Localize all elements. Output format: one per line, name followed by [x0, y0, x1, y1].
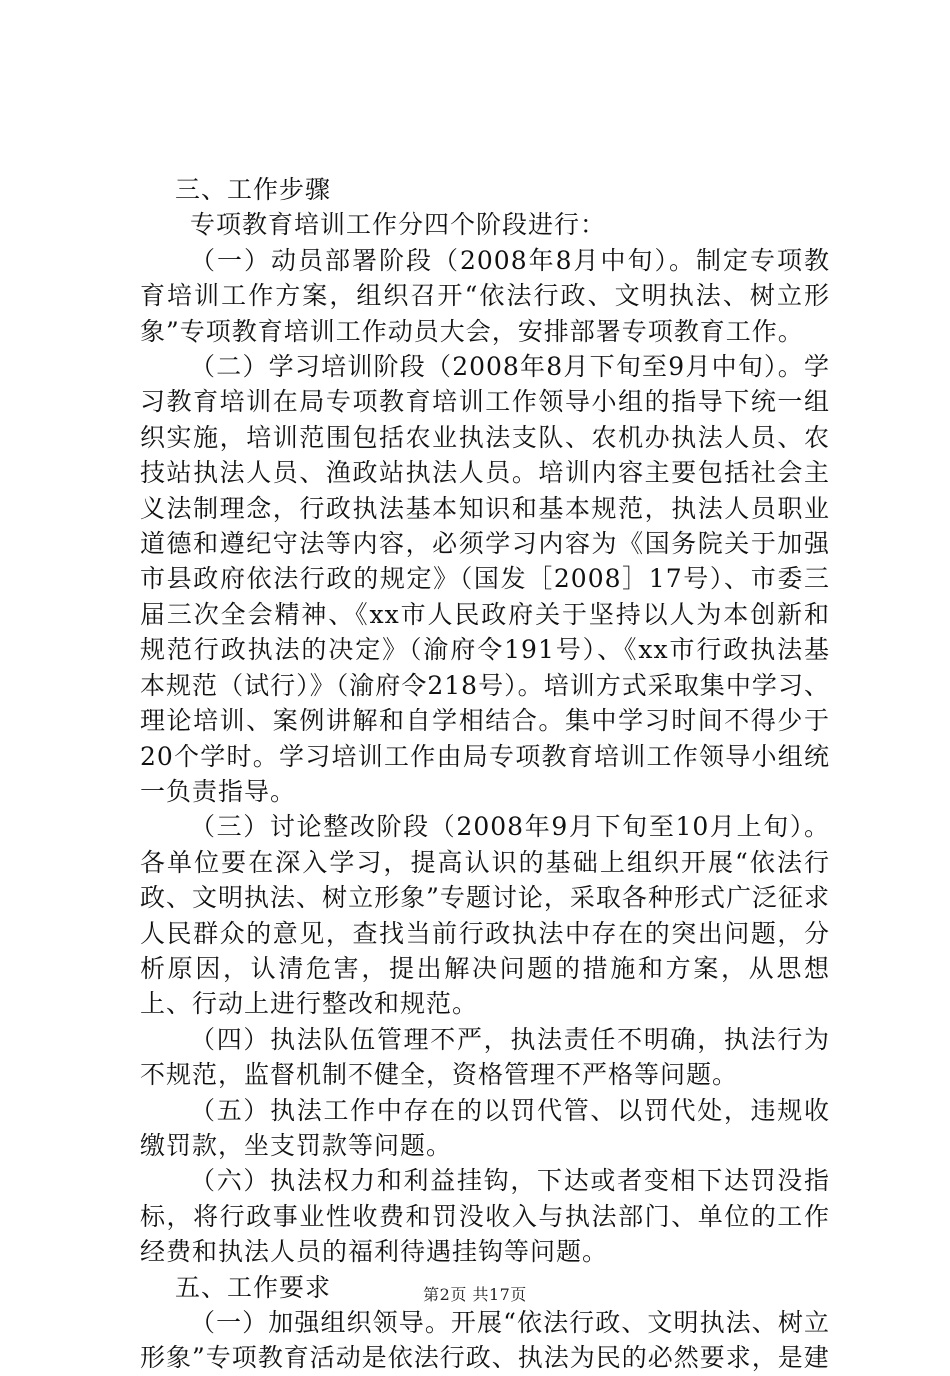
paragraph-stage-rectification: （三）讨论整改阶段（2008年9月下旬至10月上旬）。各单位要在深入学习，提高认识的基础上组织开展“依法行政、文明执法、树立形象”专题讨论，采取各种形式广泛征求人民群众的意见，查找当前行政执法中存在的突出问题，分析原因，认清危害，提出解决问题的措施和方案，从思想上、行动上进行整改和规范。: [140, 812, 830, 1019]
page-footer: 第2页 共17页: [423, 1285, 527, 1304]
paragraph-stage-training: （二）学习培训阶段（2008年8月下旬至9月中旬）。学习教育培训在局专项教育培训工作领导小组的指导下统一组织实施，培训范围包括农业执法支队、农机办执法人员、农技站执法人员、渔政站执法人员。培训内容主要包括社会主义法制理念，行政执法基本知识和基本规范，执法人员职业道德和遵纪守法等内容，必须学习内容为《国务院关于加强市县政府依法行政的规定》（国发［2008］17号）、市委三届三次全会精神、《xx市人民政府关于坚持以人为本创新和规范行政执法的决定》（渝府令191号）、《xx市行政执法基本规范（试行）》（渝府令218号）。培训方式采取集中学习、理论培训、案例讲解和自学相结合。集中学习时间不得少于20个学时。学习培训工作由局专项教育培训工作领导小组统一负责指导。: [140, 352, 830, 806]
paragraph-intro: 专项教育培训工作分四个阶段进行：: [190, 210, 607, 240]
paragraph-issue-interests: （六）执法权力和利益挂钩，下达或者变相下达罚没指标，将行政事业性收费和罚没收入与执法部门、单位的工作经费和执法人员的福利待遇挂钩等问题。: [140, 1166, 830, 1267]
section-heading-work-steps: 三、工作步骤: [175, 175, 332, 204]
paragraph-issue-fines: （五）执法工作中存在的以罚代管、以罚代处，违规收缴罚款，坐支罚款等问题。: [140, 1095, 830, 1160]
paragraph-stage-mobilization: （一）动员部署阶段（2008年8月中旬）。制定专项教育培训工作方案，组织召开“依法行政、文明执法、树立形象”专项教育培训工作动员大会，安排部署专项教育工作。: [140, 245, 830, 346]
paragraph-issue-management: （四）执法队伍管理不严，执法责任不明确，执法行为不规范，监督机制不健全，资格管理不严格等问题。: [140, 1024, 830, 1090]
paragraph-requirement-leadership: （一）加强组织领导。开展“依法行政、文明执法、树立形象”专项教育活动是依法行政、执法为民的必然要求，是建: [140, 1308, 830, 1373]
section-heading-work-requirements: 五、工作要求: [175, 1272, 332, 1302]
document-body: [140, 172, 830, 1376]
